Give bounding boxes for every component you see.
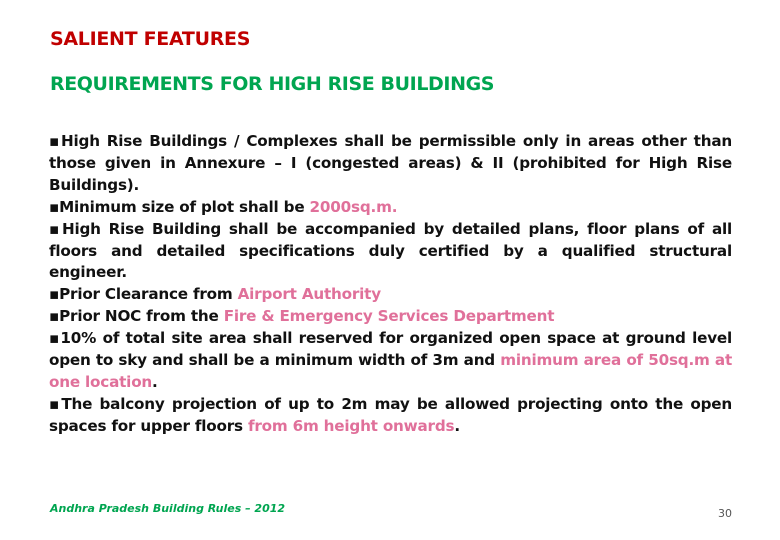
bullet-text-end: . <box>454 416 460 435</box>
highlight-text: Airport Authority <box>237 285 381 304</box>
bullet-text: Prior NOC from the <box>59 307 224 326</box>
bullet-text: High Rise Buildings / Complexes shall be permissible only in areas other than those given in Annexure – I (congested areas) & II (prohibited for High Rise Buildings). <box>49 132 732 194</box>
highlight-text: 2000sq.m. <box>309 197 398 216</box>
bullet-item <box>49 197 732 219</box>
bullet-item <box>49 284 732 306</box>
slide-subtitle: REQUIREMENTS FOR HIGH RISE BUILDINGS <box>50 73 495 95</box>
slide-title: SALIENT FEATURES <box>50 28 251 50</box>
bullet-list <box>49 131 732 438</box>
footer-source: Andhra Pradesh Building Rules – 2012 <box>50 502 286 515</box>
bullet-item <box>49 328 732 394</box>
bullet-text: High Rise Building shall be accompanied by detailed plans, floor plans of all floors and detailed specifications duly certified by a qualified structural engineer. <box>49 219 732 282</box>
bullet-marker: ▪ <box>49 394 62 413</box>
bullet-marker: ▪ <box>49 219 62 238</box>
bullet-item <box>49 219 732 285</box>
highlight-text: minimum area of 50sq.m at one location <box>49 351 733 391</box>
bullet-marker: ▪ <box>49 132 61 150</box>
bullet-marker: ▪ <box>49 307 60 326</box>
highlight-text: Fire & Emergency Services Department <box>223 307 555 326</box>
page-number: 30 <box>718 507 732 520</box>
bullet-text-end: . <box>152 372 158 391</box>
bullet-marker: ▪ <box>49 329 61 348</box>
bullet-text: Prior Clearance from <box>59 285 238 304</box>
bullet-item <box>49 394 732 438</box>
bullet-text: Minimum size of plot shall be <box>59 197 310 216</box>
bullet-item <box>49 131 732 197</box>
bullet-item <box>49 306 732 328</box>
bullet-marker: ▪ <box>49 197 60 216</box>
bullet-text: The balcony projection of up to 2m may be allowed projecting onto the open spaces for upper floors <box>49 394 733 435</box>
highlight-text: from 6m height onwards <box>247 416 455 435</box>
bullet-text: 10% of total site area shall reserved for organized open space at ground level open to sky and shall be a minimum width of 3m and <box>49 329 733 370</box>
bullet-marker: ▪ <box>49 285 60 304</box>
